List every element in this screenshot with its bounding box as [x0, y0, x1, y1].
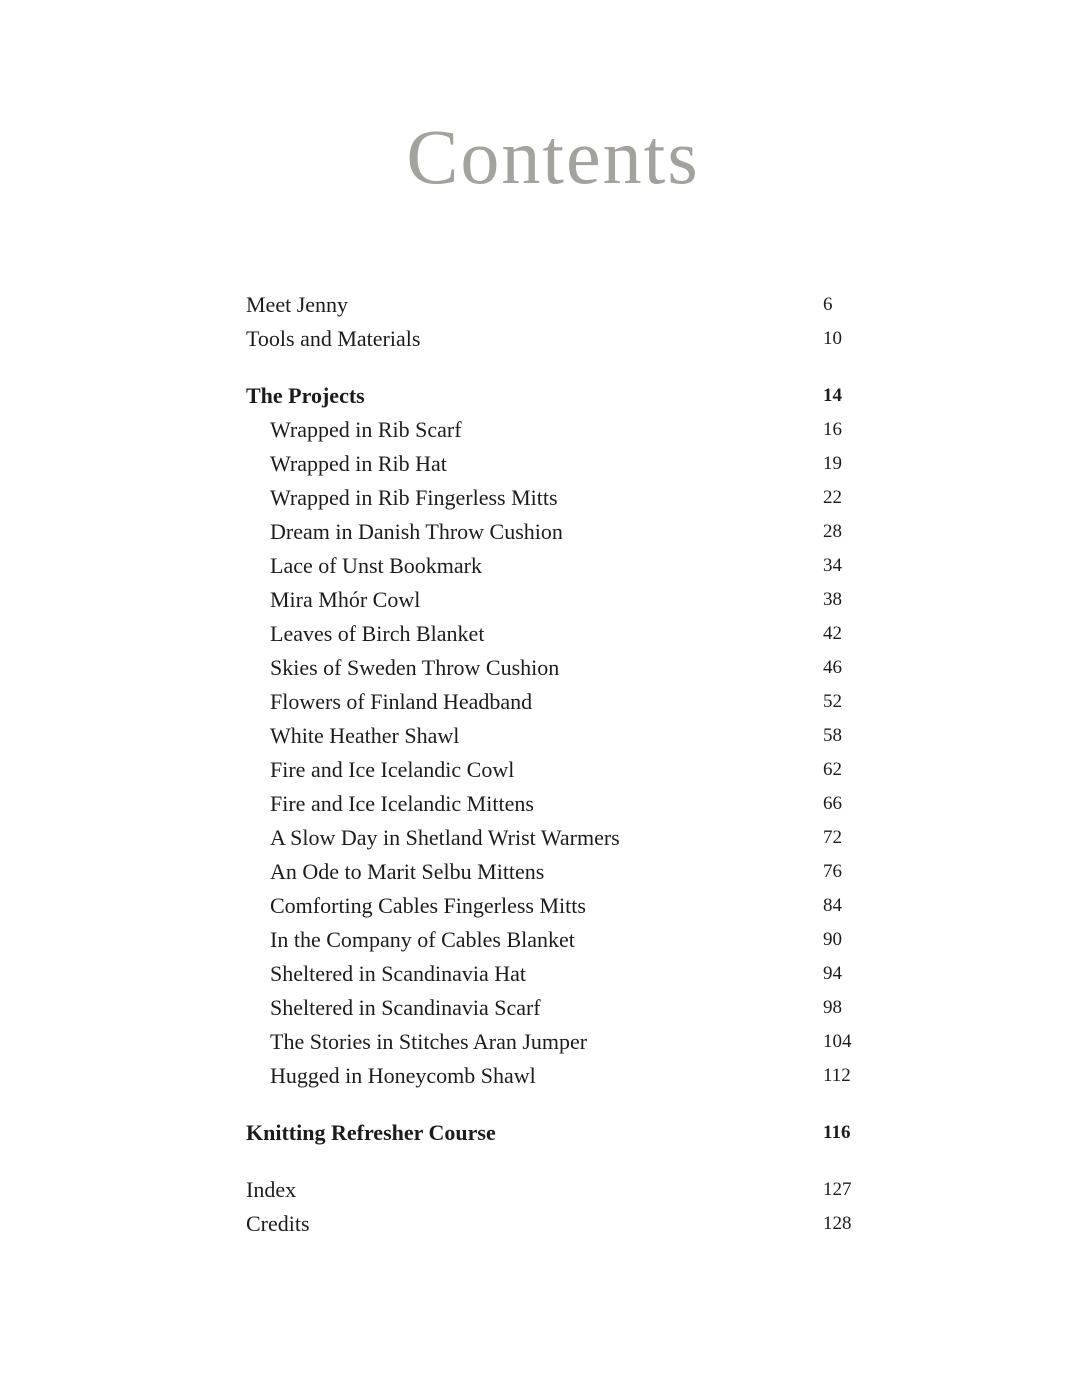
toc-entry-page: 58 [823, 725, 842, 746]
toc-entry-label: White Heather Shawl [270, 723, 460, 748]
toc-section-page: 14 [823, 385, 842, 406]
toc-entry[interactable] [246, 413, 866, 447]
toc-entry[interactable] [246, 481, 866, 515]
toc-entry-label: Comforting Cables Fingerless Mitts [270, 893, 586, 918]
toc-entry[interactable] [246, 1059, 866, 1093]
toc-entry-page: 42 [823, 623, 842, 644]
toc-entry[interactable] [246, 549, 866, 583]
toc-entry-label: Skies of Sweden Throw Cushion [270, 655, 560, 680]
toc-entry-page: 104 [823, 1031, 852, 1052]
toc-entry-page: 90 [823, 929, 842, 950]
toc-entry-label: In the Company of Cables Blanket [270, 927, 575, 952]
toc-entry-page: 76 [823, 861, 842, 882]
toc-entry-page: 19 [823, 453, 842, 474]
section-spacer [246, 1093, 866, 1116]
toc-entry-credits[interactable] [246, 1207, 866, 1241]
toc-entry-page: 28 [823, 521, 842, 542]
table-of-contents [246, 288, 866, 1241]
toc-entry-page: 127 [823, 1179, 852, 1200]
toc-entry-page: 94 [823, 963, 842, 984]
toc-entry-label: Fire and Ice Icelandic Cowl [270, 757, 515, 782]
toc-entry-page: 112 [823, 1065, 851, 1086]
toc-entry-meet-jenny[interactable] [246, 288, 866, 322]
toc-entry-page: 46 [823, 657, 842, 678]
toc-entry-label: Dream in Danish Throw Cushion [270, 519, 563, 544]
toc-entry[interactable] [246, 753, 866, 787]
toc-entry-page: 22 [823, 487, 842, 508]
toc-entry[interactable] [246, 889, 866, 923]
toc-entry[interactable] [246, 515, 866, 549]
section-spacer [246, 356, 866, 379]
toc-entry[interactable] [246, 957, 866, 991]
toc-entry-label: Flowers of Finland Headband [270, 689, 533, 714]
toc-entry[interactable] [246, 923, 866, 957]
toc-entry[interactable] [246, 821, 866, 855]
toc-entry[interactable] [246, 583, 866, 617]
toc-entry-page: 52 [823, 691, 842, 712]
toc-entry-index[interactable] [246, 1173, 866, 1207]
toc-section-the-projects[interactable] [246, 379, 866, 413]
toc-entry-label: Tools and Materials [246, 326, 421, 351]
toc-entry-label: A Slow Day in Shetland Wrist Warmers [270, 825, 620, 850]
toc-entry-label: Lace of Unst Bookmark [270, 553, 482, 578]
toc-entry[interactable] [246, 991, 866, 1025]
toc-entry-page: 128 [823, 1213, 852, 1234]
toc-entry[interactable] [246, 787, 866, 821]
toc-entry-label: Wrapped in Rib Fingerless Mitts [270, 485, 558, 510]
toc-entry[interactable] [246, 651, 866, 685]
toc-entry-label: Fire and Ice Icelandic Mittens [270, 791, 534, 816]
toc-entry-page: 98 [823, 997, 842, 1018]
toc-entry-label: Leaves of Birch Blanket [270, 621, 485, 646]
toc-section-label: The Projects [246, 383, 365, 408]
toc-entry-label: Hugged in Honeycomb Shawl [270, 1063, 536, 1088]
toc-entry[interactable] [246, 447, 866, 481]
toc-entry[interactable] [246, 617, 866, 651]
toc-entry-page: 62 [823, 759, 842, 780]
toc-entry[interactable] [246, 1025, 866, 1059]
toc-entry-page: 34 [823, 555, 842, 576]
toc-section-label: Knitting Refresher Course [246, 1120, 496, 1145]
toc-section-knitting-refresher-course[interactable] [246, 1116, 866, 1150]
toc-entry-label: Wrapped in Rib Scarf [270, 417, 462, 442]
toc-entry-page: 16 [823, 419, 842, 440]
toc-section-page: 116 [823, 1122, 851, 1143]
toc-entry-page: 66 [823, 793, 842, 814]
toc-entry[interactable] [246, 719, 866, 753]
page-title: Contents [406, 113, 700, 200]
toc-entry[interactable] [246, 685, 866, 719]
toc-entry-page: 72 [823, 827, 842, 848]
toc-entry-label: Meet Jenny [246, 292, 349, 317]
toc-entry-label: Sheltered in Scandinavia Scarf [270, 995, 541, 1020]
toc-entry-label: Index [246, 1177, 297, 1202]
section-spacer [246, 1150, 866, 1173]
toc-entry-label: Mira Mhór Cowl [270, 587, 421, 612]
toc-entry-label: An Ode to Marit Selbu Mittens [270, 859, 545, 884]
toc-entry-label: Credits [246, 1211, 310, 1236]
toc-entry-label: Sheltered in Scandinavia Hat [270, 961, 526, 986]
toc-entry-label: Wrapped in Rib Hat [270, 451, 447, 476]
toc-entry-page: 6 [823, 294, 833, 315]
toc-entry-page: 10 [823, 328, 842, 349]
toc-entry[interactable] [246, 855, 866, 889]
toc-entry-label: The Stories in Stitches Aran Jumper [270, 1029, 588, 1054]
toc-entry-tools-and-materials[interactable] [246, 322, 866, 356]
toc-entry-page: 38 [823, 589, 842, 610]
toc-entry-page: 84 [823, 895, 842, 916]
